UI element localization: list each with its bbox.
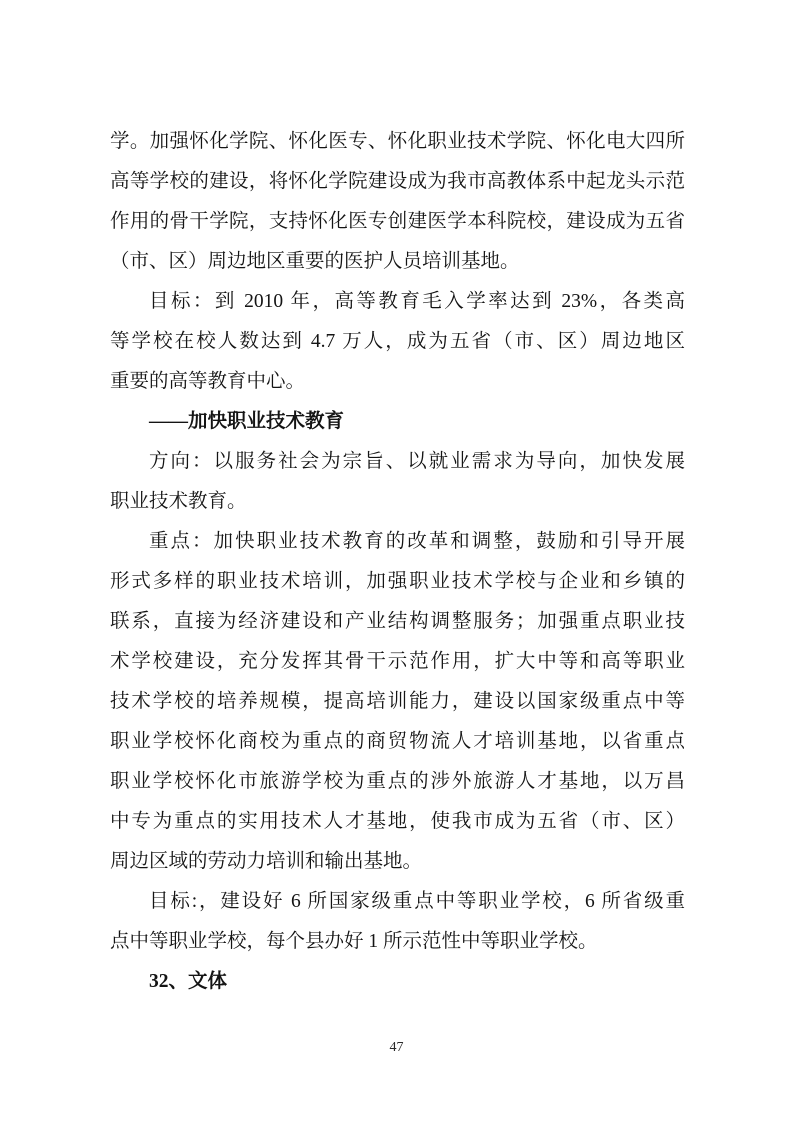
text-line: 目标:，建设好 6 所国家级重点中等职业学校，6 所省级重 bbox=[149, 891, 685, 912]
text-line: 点中等职业学校，每个县办好 1 所示范性中等职业学校。 bbox=[110, 931, 598, 952]
text-line: 作用的骨干学院，支持怀化医专创建医学本科院校，建设成为五省 bbox=[110, 211, 685, 232]
text-line: 学。加强怀化学院、怀化医专、怀化职业技术学院、怀化电大四所 bbox=[110, 131, 685, 152]
text-line: 方向：以服务社会为宗旨、以就业需求为导向，加快发展 bbox=[149, 451, 685, 472]
text-line: 等学校在校人数达到 4.7 万人，成为五省（市、区）周边地区 bbox=[110, 331, 685, 352]
text-line: 重要的高等教育中心。 bbox=[110, 371, 306, 392]
section-heading: 32、文体 bbox=[149, 971, 228, 992]
text-line: 目标：到 2010 年，高等教育毛入学率达到 23%，各类高 bbox=[149, 291, 685, 312]
text-line: 职业技术教育。 bbox=[110, 491, 247, 512]
text-line: 职业学校怀化商校为重点的商贸物流人才培训基地，以省重点 bbox=[110, 731, 685, 752]
text-line: 技术学校的培养规模，提高培训能力，建设以国家级重点中等 bbox=[110, 691, 685, 712]
text-line: 形式多样的职业技术培训，加强职业技术学校与企业和乡镇的 bbox=[110, 571, 685, 592]
text-block bbox=[110, 122, 685, 1002]
text-line: 高等学校的建设，将怀化学院建设成为我市高教体系中起龙头示范 bbox=[110, 171, 685, 192]
text-line: 周边区域的劳动力培训和输出基地。 bbox=[110, 851, 423, 872]
section-heading: ——加快职业技术教育 bbox=[149, 411, 345, 432]
text-line: 中专为重点的实用技术人才基地，使我市成为五省（市、区） bbox=[110, 811, 685, 832]
text-line: （市、区）周边地区重要的医护人员培训基地。 bbox=[110, 251, 520, 272]
text-line: 职业学校怀化市旅游学校为重点的涉外旅游人才基地，以万昌 bbox=[110, 771, 685, 792]
page-number: 47 bbox=[389, 1040, 404, 1055]
text-line: 术学校建设，充分发挥其骨干示范作用，扩大中等和高等职业 bbox=[110, 651, 685, 672]
text-line: 联系，直接为经济建设和产业结构调整服务；加强重点职业技 bbox=[110, 611, 685, 632]
text-line: 重点：加快职业技术教育的改革和调整，鼓励和引导开展 bbox=[149, 531, 685, 552]
